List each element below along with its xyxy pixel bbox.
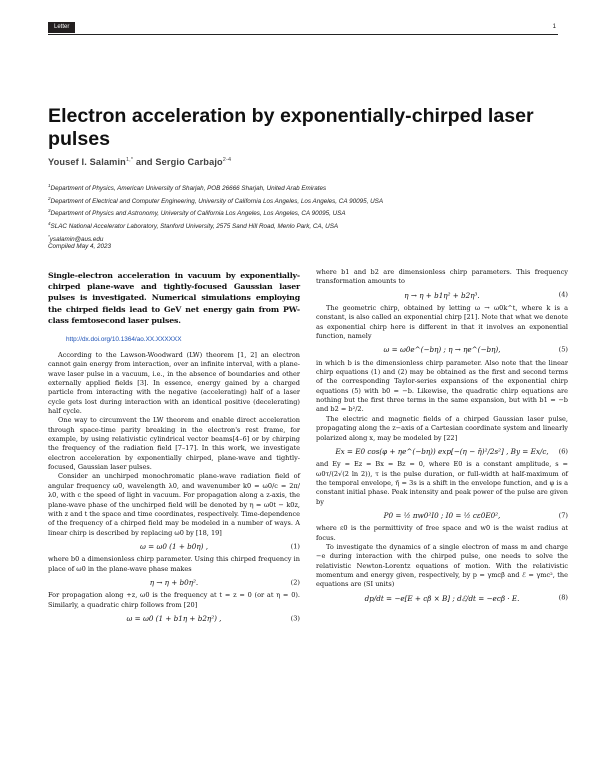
equation-1 [48, 542, 300, 551]
equation-number: (7) [558, 510, 568, 519]
equation-body: dp/dt = −e[E + cβ × B] ; dℰ/dt = −ecβ · E. [364, 593, 520, 603]
paragraph: The electric and magnetic fields of a chirped Gaussian laser pulse, propagating along the z−axis of a Cartesian coordinate system and linearly polarized along x, may be modeled by [22] [316, 414, 568, 442]
author-and: and [135, 157, 153, 168]
running-header [48, 22, 558, 35]
equation-7 [316, 511, 568, 520]
affiliation-3 [48, 206, 568, 219]
affiliation-4 [48, 219, 568, 232]
paragraph: According to the Lawson-Woodward (LW) theorem [1, 2] an electron cannot gain energy from interaction, over an infinite interval, with a plane-wave laser pulse in a vacuum, i.e., in the absence of boundaries and other externally applied fields [3]. In essence, energy gained by a charged particle from interacting with the negative (accelerating) half of a laser cycle gets lost during interaction with an identical positive (decelerating) half cycle. [48, 351, 300, 416]
affiliations [48, 181, 568, 244]
equation-2 [48, 578, 300, 587]
page-number: 1 [552, 24, 556, 30]
paragraph: Consider an unchirped monochromatic plane-wave radiation field of angular frequency ω0, wavelength λ0, and wavenumber k0 = ω0/c = 2π/λ0, with c the speed of light in vacuum. For propagation along a z-axis, the plane-wave phase of the unchirped field will be denoted by η = ω0t − k0z, with z and t the space and time coordinates, respectively. Time-dependence of the frequency of a chirped field may be modeled in a number of ways. A linear chirp is described by replacing ω0 by [18, 19] [48, 472, 300, 537]
affiliation-2 [48, 194, 568, 207]
equation-body: ω = ω0 (1 + b1η + b2η²) , [126, 613, 222, 623]
paragraph: and Ey = Ez = Bx = Bz = 0, where E0 is a constant amplitude, s = ω0τ/(2√(2 ln 2)), τ is the pulse duration, or full-width at half-maximum of the temporal envelope, η̄ = 3s is a shift in the envelope function, and φ is a constant initial phase. Peak intensity and peak power of the pulse are given by [316, 460, 568, 506]
affiliation-text: Department of Electrical and Computer Engineering, University of California Los Angeles, Los Angeles, CA 90095, USA [50, 197, 384, 205]
author-1-affil: 1,* [125, 157, 134, 163]
paragraph: To investigate the dynamics of a single electron of mass m and charge −e during interaction with the chirped pulse, one needs to solve the relativistic Newton-Lorentz equations of motion. With the relativistic momentum and energy given, respectively, by p = γmcβ and ℰ = γmc², the equations are (SI units) [316, 542, 568, 589]
corresponding-email [48, 232, 568, 245]
equation-3 [48, 614, 300, 623]
affiliation-text: Department of Physics and Astronomy, University of California Los Angeles, Los Angeles, CA 90095, USA [50, 210, 346, 218]
paragraph: in which b is the dimensionless chirp parameter. Also note that the linear chirp equations (1) and (2) may be obtained as the first and second terms of the corresponding Taylor-series expansions of the exponential chirp equations (5) with b0 = −b. Likewise, the quadratic chirp equations are nothing but the first three terms in the same expansion, but with b1 = −b and b2 = b²/2. [316, 358, 568, 414]
equation-4 [316, 291, 568, 300]
affiliation-mark: * [48, 233, 50, 239]
equation-body: η → η + b0η². [149, 577, 199, 587]
paper-title: Electron acceleration by exponentially-chirped laser pulses [48, 105, 534, 150]
paragraph: where b0 a dimensionless chirp parameter. Using this chirped frequency in place of ω0 in the plane-wave phase makes [48, 555, 300, 573]
author-2: Sergio Carbajo [155, 157, 223, 168]
equation-body: P0 = ½ πw0²I0 ; I0 = ½ cε0E0², [383, 510, 501, 520]
abstract: Single-electron acceleration in vacuum by exponentially-chirped plane-wave and tightly-focused Gaussian laser pulses is investigated. Numerical simulations employing the chirped fields lead to GeV net energy gain from PW-class femtosecond laser pulses. [48, 271, 300, 325]
paragraph: The geometric chirp, obtained by letting ω → ω0k^t, where k is a constant, is also called an exponential chirp [21]. Note that what we denote as exponential chirp here is different in that it involves an exponential function, namely [316, 304, 568, 341]
equation-body: η → η + b1η² + b2η³. [404, 290, 480, 300]
author-list [48, 157, 568, 167]
left-column [48, 351, 300, 623]
affiliation-mark: 2 [48, 195, 51, 201]
affiliation-mark: 4 [48, 221, 51, 227]
compiled-date: Compiled May 4, 2023 [48, 243, 112, 250]
affiliation-text: Department of Physics, American University of Sharjah, POB 26666 Sharjah, United Arab Emirates [50, 185, 327, 193]
equation-5 [316, 345, 568, 354]
equation-number: (2) [290, 577, 300, 586]
author-1: Yousef I. Salamin [48, 157, 126, 168]
affiliation-mark: 3 [48, 208, 51, 214]
equation-body: ω = ω0 (1 + b0η) , [140, 541, 208, 551]
equation-number: (6) [558, 446, 568, 455]
equation-6 [316, 447, 568, 456]
equation-8 [316, 594, 568, 603]
equation-body: ω = ω0e^(−bη) ; η → ηe^(−bη), [383, 345, 501, 355]
right-column [316, 268, 568, 603]
equation-number: (4) [558, 290, 568, 299]
equation-number: (3) [290, 613, 300, 622]
article-type-tag: Letter [48, 22, 75, 33]
doi-link[interactable]: http://dx.doi.org/10.1364/ao.XX.XXXXXX [66, 336, 182, 343]
equation-number: (1) [290, 541, 300, 550]
equation-number: (8) [558, 593, 568, 602]
paragraph: For propagation along +z, ω0 is the frequency at t = z = 0 (or at η = 0). Similarly, a quadratic chirp follows from [20] [48, 591, 300, 609]
affiliation-text: SLAC National Accelerator Laboratory, Stanford University, 2575 Sand Hill Road, Menlo Park, CA, USA [50, 223, 339, 231]
equation-number: (5) [558, 345, 568, 354]
affiliation-mark: 1 [48, 183, 51, 188]
affiliation-1 [48, 181, 568, 194]
paragraph: where b1 and b2 are dimensionless chirp parameters. This frequency transformation amounts to [316, 268, 568, 286]
equation-body: Ex = E0 cos(φ + ηe^(−bη)) exp[−(η − η̄)²/2s²] , By = Ex/c, [335, 446, 549, 456]
author-2-affil: 2-4 [222, 157, 232, 163]
paragraph: One way to circumvent the LW theorem and enable direct acceleration through space-time parity breaking in the electron's rest frame, for example, by using relativistic cylindrical vector beams[4–6] or by chirping the frequency of the radiation field [7–17]. In this work, we investigate electron acceleration by exponentially chirped, plane-wave and tightly-focused, Gaussian laser pulses. [48, 416, 300, 472]
paragraph: where ε0 is the permittivity of free space and w0 is the waist radius at focus. [316, 524, 568, 542]
email-link[interactable]: ysalamin@aus.edu [49, 235, 104, 243]
